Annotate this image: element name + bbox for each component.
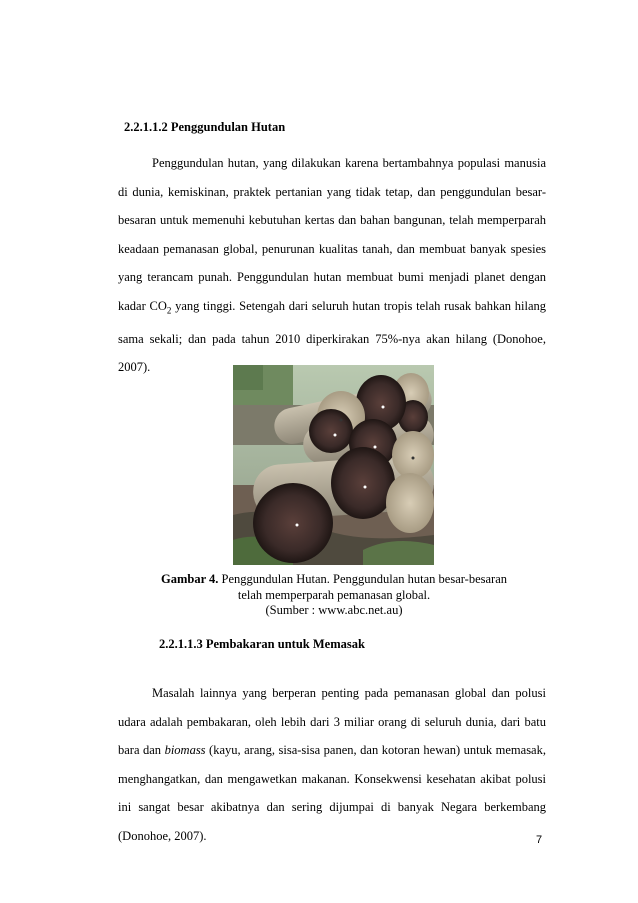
figure-caption — [120, 572, 548, 619]
biomass-term: biomass — [164, 743, 206, 757]
deforestation-log-pile-photo — [233, 365, 434, 565]
page-number: 7 — [536, 834, 543, 846]
paragraph-deforestation-text-b: yang tinggi. Setengah dari seluruh hutan tropis telah rusak bahkan hilang sama sekali; dan pada tahun 2010 diperkirakan 75%-nya akan hilang (Donohoe, 2007). — [118, 298, 547, 374]
paragraph-deforestation — [118, 149, 546, 382]
caption-line-1 — [120, 572, 548, 588]
caption-line-2: telah memperparah pemanasan global. — [237, 587, 431, 602]
co2-subscript: 2 — [166, 305, 172, 315]
paragraph-cooking-text-a: Masalah lainnya yang berperan penting pada pemanasan global dan polusi udara adalah pembakaran, oleh lebih dari 3 miliar orang di seluruh dunia, dari batu bara dan — [118, 686, 546, 757]
section-heading-cooking-combustion: 2.2.1.1.3 Pembakaran untuk Memasak — [159, 637, 365, 651]
section-heading-deforestation: 2.2.1.1.2 Penggundulan Hutan — [124, 120, 286, 134]
paragraph-cooking-text-b: (kayu, arang, sisa-sisa panen, dan kotoran hewan) untuk memasak, menghangatkan, dan mengawetkan makanan. Konsekwensi kesehatan akibat polusi ini sangat besar akibatnya dan sering dijumpai di banyak Negara berkembang (Donohoe, 2007). — [118, 743, 546, 843]
paragraph-cooking-combustion — [118, 679, 546, 850]
caption-title-text: Penggundulan Hutan. Penggundulan hutan besar-besaran — [218, 572, 507, 586]
paragraph-deforestation-text-a: Penggundulan hutan, yang dilakukan karena bertambahnya populasi manusia di dunia, kemiskinan, praktek pertanian yang tidak tetap, dan penggundulan besar-besaran untuk memenuhi kebutuhan kertas dan bahan bangunan, telah memperparah keadaan pemanasan global, penurunan kualitas tanah, dan membuat banyak spesies yang terancam punah. Penggundulan hutan membuat bumi menjadi planet dengan kadar CO — [118, 156, 546, 313]
caption-figure-number: Gambar 4. — [161, 572, 219, 586]
caption-source: (Sumber : www.abc.net.au) — [265, 603, 403, 617]
